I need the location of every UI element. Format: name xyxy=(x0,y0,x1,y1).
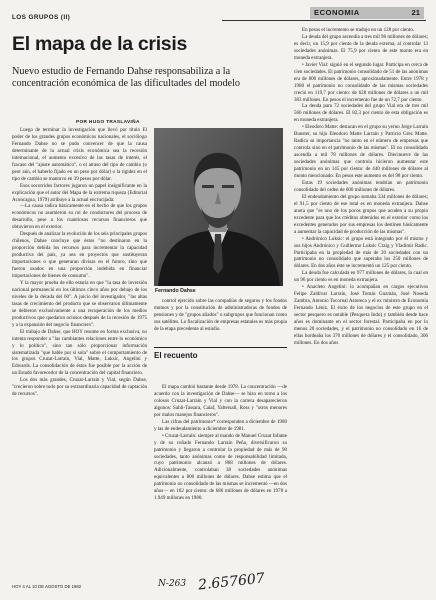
paragraph: Los dos más grandes, Cruzat-Larraín y Vial, según Dahse, "crecieron sobre todo por su extraordinaria capacidad de captación de recursos". xyxy=(12,377,147,398)
section-heading xyxy=(154,347,287,360)
column-2-top xyxy=(154,298,287,340)
paragraph: Estas 19 sociedades anónimas tendrían un patrimonio consolidado del orden de 600 millones de dólares. xyxy=(294,179,428,193)
section-title: El recuento xyxy=(154,351,198,360)
headline: El mapa de la crisis xyxy=(12,33,188,55)
paragraph: • Javier Vial: siguió en el segundo lugar. Participa en cerca de cien sociedades. El patrimonio consolidado de 51 de las anónimas era de 800 millones de dólares, aproximadamente. Entre 1978 y 1980 el patrimonio no consolidado de las mismas sociedades creció en 119,7 por ciento: de 628 millones de dólares a un mil 383 millones. En pesos el incremento fue de un 72,7 por ciento. xyxy=(294,61,428,103)
handwritten-reference: 2.657607 xyxy=(197,570,266,594)
paragraph: Las cifras del patrimonio* corresponden a diciembre de 1980 y las de endeudamiento a diciembre de 1981. xyxy=(154,418,287,432)
paragraph: control ejercido sobre las compañías de seguros y los fondos mutuos y por la constitución de administradoras de fondos de pensiones y de "grupos aliados" o subgrupos que funcionan como sus satélites. La fiscalización de empresas estatales es más propia de la etapa precedente al estudio. xyxy=(154,298,287,332)
paragraph: • Anacleto Angelini: lo acompañan en cargos ejecutivos Felipe Zaldívar Larraín, José Tomás Guzmán, José Noseda Zambra, Antonio Tocornal Astoreca y el ex ministro de Economía Fernando Léniz. El éxito de los negocios de este grupo en el sector pesquero es notable (Pesquera Indo) y también desde hace años es dominante en el sector forestal. Participaba en por lo menos 20 sociedades, y el patrimonio no consolidado en 16 de ellas bordeaba los 370 millones de dólares y el consolidado, 306 millones. En dos años xyxy=(294,284,428,346)
subhead: Nuevo estudio de Fernando Dahse responsabiliza a la concentración económica de las dificultades del modelo xyxy=(12,66,240,89)
paragraph: El endeudamiento del grupo sumaba 334 millones de dólares; el 91,5 por ciento de ese total es en moneda extranjera. Dahse anota que "es uno de los pocos grupos que acuden a su propio excedente para que los créditos obtenidos en el exterior como los excedentes generados por sus empresas los destinen básicamente a aumentar la capacidad de producción de las mismas". xyxy=(294,193,428,235)
header-rule xyxy=(222,20,426,21)
paragraph: La deuda del grupo ascendía a tres mil 98 millones de dólares; es decir, un 15,9 por ciento de la deuda externa, al controlar 13 sociedades anónimas. El 75,9 por ciento de este monto era en moneda extranjera. xyxy=(294,33,428,61)
paragraph: En pesos el incremento se tradujo en un 128 por ciento. xyxy=(302,27,414,33)
paragraph: El trabajo de Dahse, que HOY resume en forma exclusiva, no intenta responder a "las cambiantes relaciones entre lo económico y lo político", sino tan sólo proporcionar información sistematizada "que hable por sí sola" sobre el comportamiento de los grupos Cruzat-Larraín, Vial, Matte, Luksic, Angelini y Edwards. La consolidación de éstos fue posible por la acción de un Estado favorecedor de la concentración del capital financiero. xyxy=(12,328,147,377)
photo-caption: Fernando Dahse xyxy=(155,288,196,294)
series-kicker: LOS GRUPOS (II) xyxy=(12,14,71,21)
byline: POR HUGO TRASLAVIÑA xyxy=(76,120,140,125)
section-rule xyxy=(154,347,287,348)
portrait-photo xyxy=(154,128,283,286)
column-2-bottom xyxy=(154,384,287,577)
section-name: ECONOMIA xyxy=(314,8,360,17)
paragraph: La deuda para 72 sociedades del grupo Vial era de tres mil 566 millones de dólares. El 82,3 por ciento de esta obligación es en moneda extranjera. xyxy=(294,103,428,124)
paragraph: • Cruzat-Larraín: siempre al mando de Manuel Cruzat Infante y de su cuñado Fernando Larraín Peña, diversificaron su patrimonio y llegaron a controlar la propiedad de más de 90 sociedades, tanto anónimas como de responsabilidad limitada, cuyo patrimonio alcanzó a 868 millones de dólares. Adicionalmente, controlaban 38 sociedades anónimas equivalentes a 800 millones de dólares. Dahse estima que el patrimonio no consolidado de las mismas se incrementó —en dos años— en 182 por ciento: de 686 millones de dólares en 1978 a 1.949 millones en 1980. xyxy=(154,432,287,502)
paragraph: Y la mayor prueba de ello estaría en que "la tasa de inversión nacional permaneció en los últimos cinco años por debajo de los niveles de la década del 60". A juicio del investigador, "las altas tasas de crecimiento del producto que se observaron últimamente se debieron exclusivamente a una recuperación de los medios productivos que quedaron ociosos después de la recesión de 1975 y a la expansión del negocio financiero". xyxy=(12,279,147,328)
paragraph: El mapa cambió bastante desde 1978. La concentración —de acuerdo con la investigación de Dahse— se hizo en torno a los colosos Cruzat-Larraín y Vial y con la carrera desaparecieron algunos: Sahli-Tassara, Calaf, Yaltersall, Ross y "otros menores por malos manejos financieros". xyxy=(154,384,287,418)
paragraph: • Eleodoro Matte: destacan en el grupo su yerno Jorge Larraín Bunster, su hijo Eleodoro Matte Larraín y Patricio Grez Matte. Radica su importancia "no tanto en el número de empresas que controla sino en el patrimonio de las mismas". El no consolidado ascendía a mil 78 millones de dólares. Diecinueve de las sociedades anónimas que controla hicieron aumentar este patrimonio en un 145 por ciento: de 440 millones de dólares al monto mencionado. En pesos este aumento es del 98 por ciento. xyxy=(294,124,428,180)
paragraph: —La causa radica básicamente en el hecho de que los grupos económicos no asumieron su rol de conductores del proceso de desarrollo, pese a los cuantiosos recursos financieros que obtuvieron en el exterior. xyxy=(12,203,147,231)
section-header xyxy=(310,7,424,19)
paragraph: La deuda fue calculada en 977 millones de dólares, la cual en un 96 por ciento es en moneda extranjera. xyxy=(294,270,428,284)
page-number: 21 xyxy=(411,8,420,17)
paragraph: Luego de terminar la investigación que llevó por título El poder de los grandes grupos económicos nacionales, el sociólogo Fernando Dahse no se pudo convencer de que la causa determinante de la actual crisis económica sea la recesión internacional, el aumento excesivo de las tasas de interés, el fracaso del "ajuste automático", o el atraso del tipo de cambio (o peor aún, el haberlo fijado en un peso por dólar) o la rigidez en el tipo de cambio se mantuvo en 39 pesos por dólar. xyxy=(12,127,147,182)
column-1 xyxy=(12,127,147,575)
archive-stamp: N-263 xyxy=(158,579,187,589)
column-3 xyxy=(294,27,428,584)
paragraph: • Andrónico Luksic: el grupo está integrado por él mismo y sus hijos Andrónico y Guillermo Luksic Craig y Vladimir Radic. Participaba en la propiedad de más de 20 sociedades con un patrimonio no consolidado que superaba los 250 millones de dólares. En dos años éste se incrementó un 125 por ciento. xyxy=(294,235,428,270)
paragraph: Esos socorridos factores jugaron un papel insignificante en la explicación que el autor del Mapa de la extrema riqueza (Editorial Aconcagua, 1979) atribuye a la actual encrucijada: xyxy=(12,182,147,203)
paragraph: Después de analizar la evolución de los seis principales grupos chilenos, Dahse concluye que éstos "no destinaron en la proporción debida los recursos para incrementar la capacidad productiva del país, ya sea en proyectos que sustituyeran importaciones o que generaran divisas en el futuro, sino que fueron usados en una proporción indebida en financiar importaciones de bienes de consumo". xyxy=(12,231,147,280)
issue-footer: HOY 4 AL 10 DE AGOSTO DE 1982 xyxy=(12,584,82,589)
